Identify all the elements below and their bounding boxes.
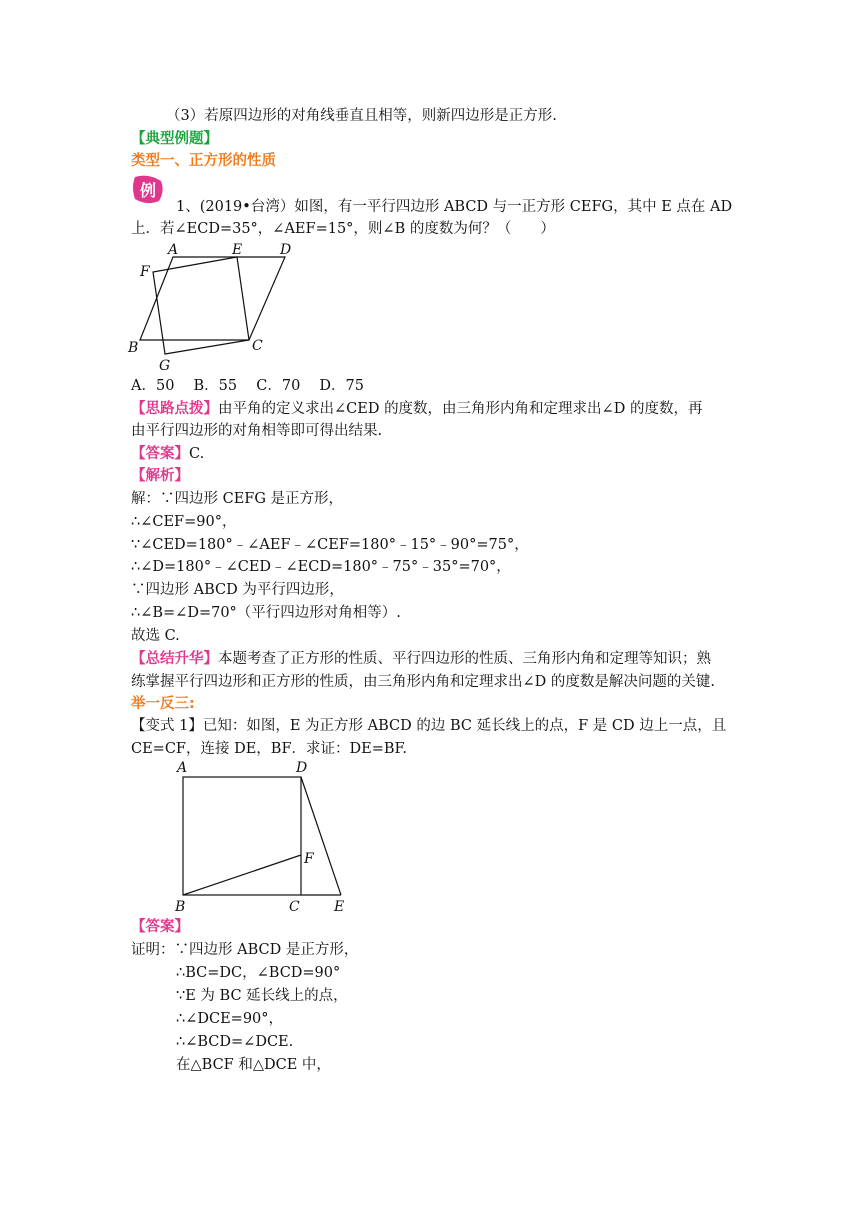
hint-label: 【思路点拨】 bbox=[131, 401, 218, 417]
summary-line1 bbox=[131, 649, 711, 669]
summary-text1: 本题考查了正方形的性质、平行四边形的性质、三角形内角和定理等知识；熟 bbox=[218, 651, 711, 667]
label-F: F bbox=[140, 264, 150, 280]
intro-line-3: （3）若原四边形的对角线垂直且相等，则新四边形是正方形. bbox=[166, 108, 557, 124]
segment-bf bbox=[183, 855, 301, 895]
label-G: G bbox=[159, 358, 171, 374]
figure-square-extension bbox=[170, 757, 355, 917]
proof-line-1: 证明：∵四边形 ABCD 是正方形， bbox=[131, 942, 359, 958]
question1-line2: 上．若∠ECD=35°，∠AEF=15°，则∠B 的度数为何？（ ） bbox=[131, 221, 555, 237]
summary-line2: 练掌握平行四边形和正方形的性质，由三角形内角和定理求出∠D 的度数是解决问题的关键. bbox=[131, 674, 715, 690]
variant-line2: CE=CF，连接 DE，BF．求证：DE=BF. bbox=[131, 741, 407, 757]
answer-text: C. bbox=[189, 446, 205, 462]
solution-line-7: 故选 C. bbox=[131, 628, 180, 644]
segment-de bbox=[301, 777, 341, 895]
square-abcd bbox=[183, 777, 301, 895]
type1-heading: 类型一、正方形的性质 bbox=[131, 153, 276, 169]
question1-line1: 1、(2019•台湾）如图，有一平行四边形 ABCD 与一正方形 CEFG，其中 E 点在 AD bbox=[176, 199, 733, 215]
solution-line-4: ∴∠D=180°﹣∠CED﹣∠ECD=180°﹣75°﹣35°=70°， bbox=[131, 559, 511, 575]
label-C: C bbox=[252, 338, 263, 354]
label-D: D bbox=[280, 242, 292, 258]
hint-line1 bbox=[131, 399, 702, 419]
example-badge-icon bbox=[131, 175, 165, 205]
section-examples-heading: 【典型例题】 bbox=[131, 131, 218, 147]
label-A: A bbox=[168, 242, 179, 258]
parallelogram-abcd bbox=[140, 257, 285, 340]
hint-text1: 由平角的定义求出∠CED 的度数，由三角形内角和定理求出∠D 的度数，再 bbox=[218, 401, 703, 417]
solution-line-1: 解：∵四边形 CEFG 是正方形， bbox=[131, 491, 344, 507]
label-D: D bbox=[296, 760, 308, 776]
proof-line-5: ∴∠BCD=∠DCE. bbox=[176, 1034, 294, 1050]
label-A: A bbox=[177, 760, 188, 776]
proof-line-6: 在△BCF 和△DCE 中， bbox=[176, 1057, 331, 1073]
badge-char: 例 bbox=[140, 181, 157, 200]
practice-heading: 举一反三: bbox=[131, 696, 195, 712]
solution-line-5: ∵四边形 ABCD 为平行四边形， bbox=[131, 582, 344, 598]
figure-parallelogram-square bbox=[125, 240, 300, 375]
label-E: E bbox=[232, 242, 243, 258]
hint-line2: 由平行四边形的对角相等即可得出结果. bbox=[131, 423, 383, 439]
proof-line-2: ∴BC=DC，∠BCD=90° bbox=[176, 965, 341, 981]
solution-line-6: ∴∠B=∠D=70°（平行四边形对角相等）. bbox=[131, 605, 401, 621]
label-B: B bbox=[128, 340, 139, 356]
proof-line-4: ∴∠DCE=90°， bbox=[176, 1011, 284, 1027]
solution-line-2: ∴∠CEF=90°， bbox=[131, 514, 237, 530]
proof-line-3: ∵E 为 BC 延长线上的点， bbox=[176, 988, 348, 1004]
solution-line-3: ∵∠CED=180°﹣∠AEF﹣∠CEF=180°﹣15°﹣90°=75°， bbox=[131, 537, 529, 553]
label-C: C bbox=[289, 899, 300, 915]
answer-line bbox=[131, 444, 204, 464]
answer-options: A．50 B．55 C．70 D．75 bbox=[131, 378, 364, 394]
variant-line1: 【变式 1】已知：如图，E 为正方形 ABCD 的边 BC 延长线上的点，F 是 CD 边上一点，且 bbox=[131, 718, 727, 734]
answer2-label: 【答案】 bbox=[131, 919, 189, 935]
label-B: B bbox=[175, 899, 186, 915]
summary-label: 【总结升华】 bbox=[131, 651, 218, 667]
answer-label: 【答案】 bbox=[131, 446, 189, 462]
analysis-label: 【解析】 bbox=[131, 468, 189, 484]
label-E: E bbox=[334, 899, 345, 915]
label-F: F bbox=[304, 851, 314, 867]
